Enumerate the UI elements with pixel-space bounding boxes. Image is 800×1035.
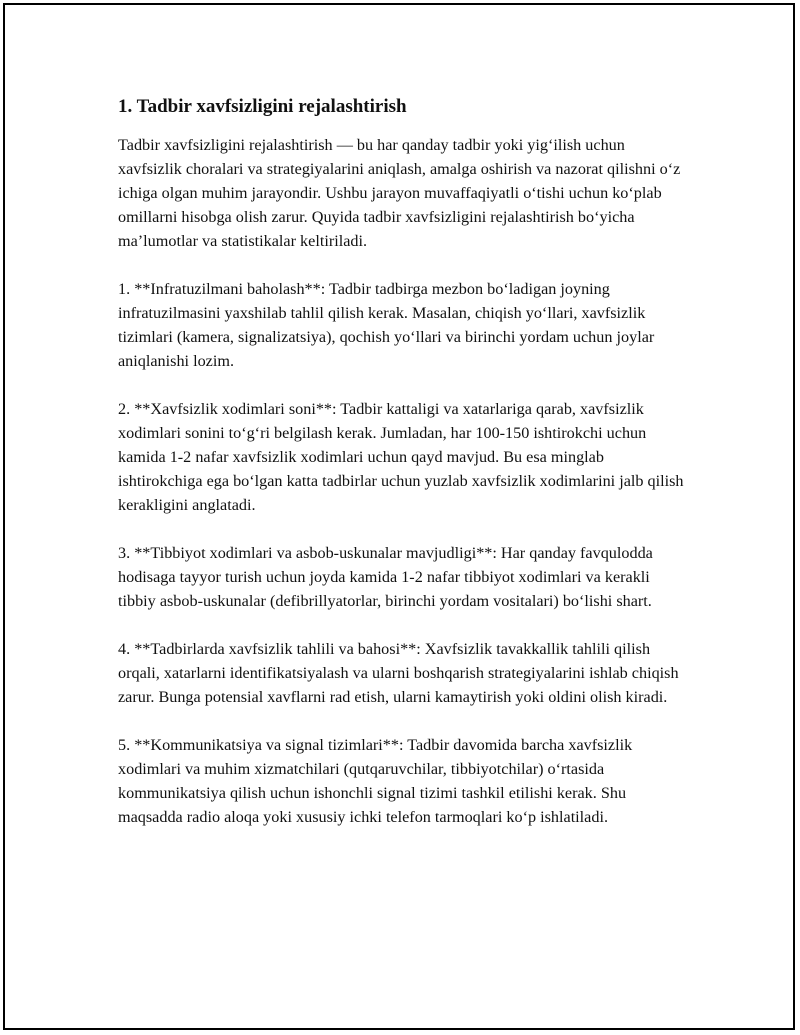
paragraph-security-staff: 2. **Xavfsizlik xodimlari soni**: Tadbir kattaligi va xatarlariga qarab, xavfsizlik xodimlari sonini to‘g‘ri belgilash kerak. Jumladan, har 100-150 ishtirokchi uchun kamida 1-2 nafar xavfsizlik xodimlari uchun qayd mavjud. Bu esa minglab ishtirokchiga ega bo‘lgan katta tadbirlar uchun yuzlab xavfsizlik xodimlarini jalb qilish kerakligini anglatadi. [118, 400, 684, 514]
paragraph-infrastructure: 1. **Infratuzilmani baholash**: Tadbir tadbirga mezbon bo‘ladigan joyning infratuzilmasini yaxshilab tahlil qilish kerak. Masalan, chiqish yo‘llari, xavfsizlik tizimlari (kamera, signalizatsiya), qochish yo‘llari va birinchi yordam uchun joylar aniqlanishi lozim. [118, 280, 655, 370]
paragraph-communication: 5. **Kommunikatsiya va signal tizimlari**: Tadbir davomida barcha xavfsizlik xodimlari va muhim xizmatchilari (qutqaruvchilar, tibbiyotchilar) o‘rtasida kommunikatsiya qilish uchun ishonchli signal tizimi tashkil etilishi kerak. Shu maqsadda radio aloqa yoki xususiy ichki telefon tarmoqlari ko‘p ishlatiladi. [118, 736, 633, 826]
document-body [118, 95, 684, 853]
paragraph-risk-analysis: 4. **Tadbirlarda xavfsizlik tahlili va bahosi**: Xavfsizlik tavakkallik tahlili qilish orqali, xatarlarni identifikatsiyalash va ularni boshqarish strategiyalarini ishlab chiqish zarur. Bunga potensial xavflarni rad etish, ularni kamaytirish yoki oldini olish kiradi. [118, 640, 679, 706]
paragraph-medical-staff: 3. **Tibbiyot xodimlari va asbob-uskunalar mavjudligi**: Har qanday favqulodda hodisaga tayyor turish uchun joyda kamida 1-2 nafar tibbiyot xodimlari va kerakli tibbiy asbob-uskunalar (defibrillyatorlar, birinchi yordam vositalari) bo‘lishi shart. [118, 544, 653, 610]
intro-paragraph: Tadbir xavfsizligini rejalashtirish — bu har qanday tadbir yoki yig‘ilish uchun xavfsizlik choralari va strategiyalarini aniqlash, amalga oshirish va nazorat qilishni o‘z ichiga olgan muhim jarayondir. Ushbu jarayon muvaffaqiyatli o‘tishi uchun ko‘plab omillarni hisobga olish zarur. Quyida tadbir xavfsizligini rejalashtirish bo‘yicha ma’lumotlar va statistikalar keltiriladi. [118, 136, 681, 250]
document-title: 1. Tadbir xavfsizligini rejalashtirish [118, 96, 407, 117]
